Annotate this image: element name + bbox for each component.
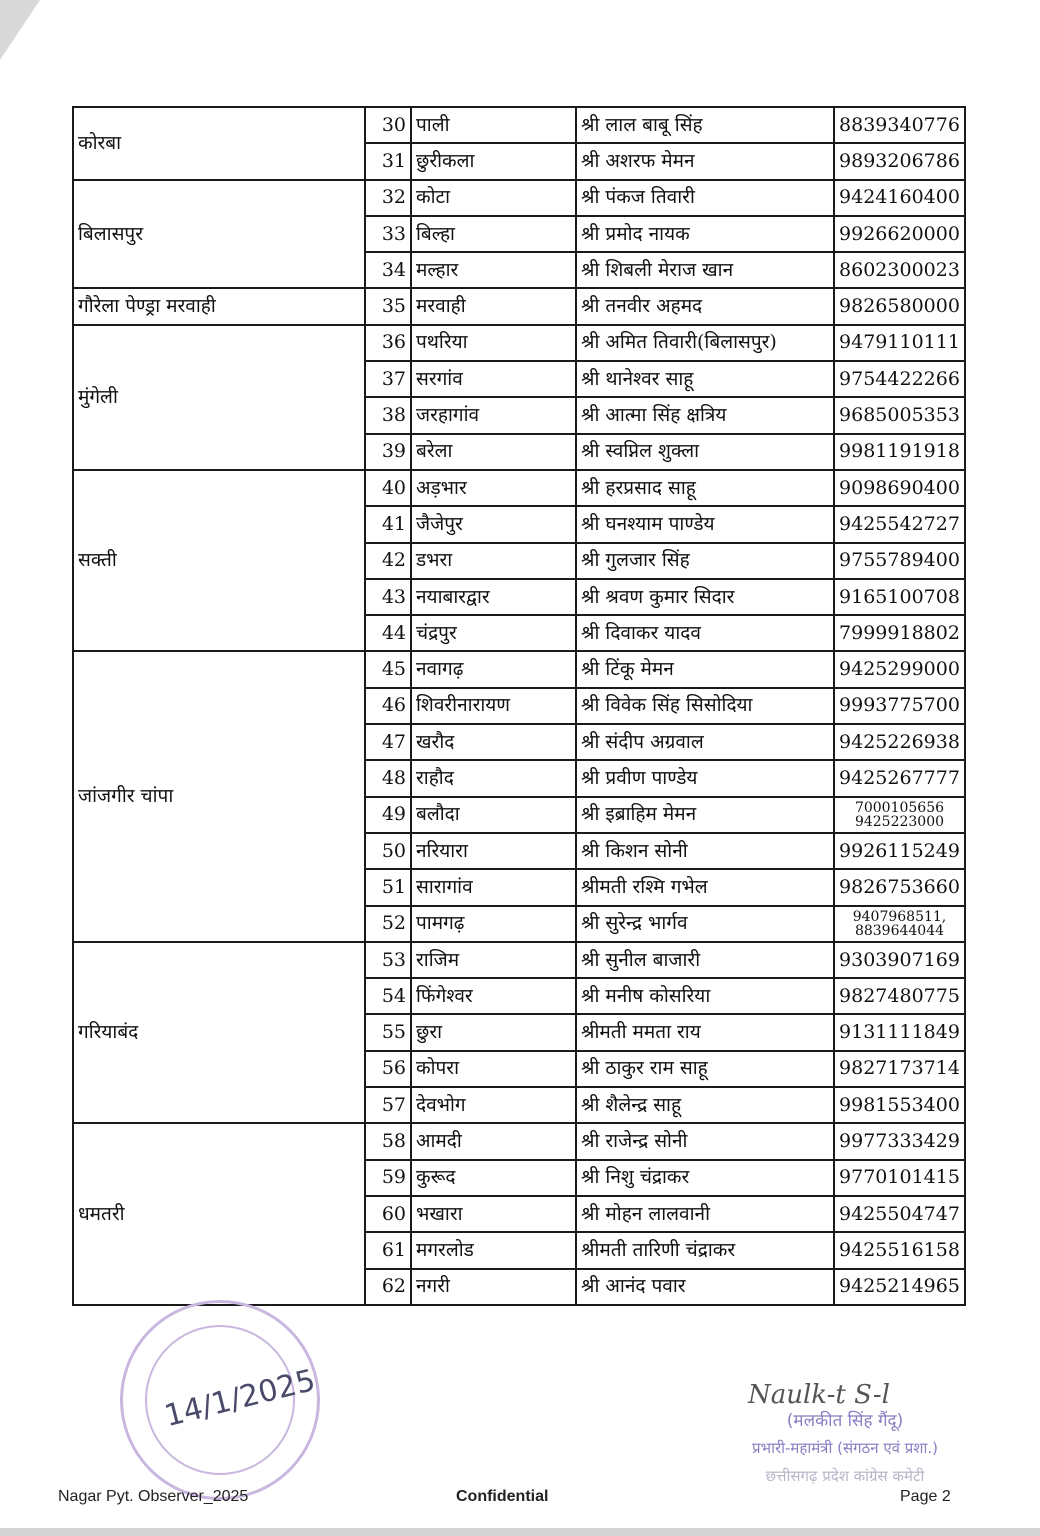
phone-cell: [834, 180, 965, 216]
phone-number: 9424160400: [839, 186, 960, 209]
table-row: [73, 942, 965, 978]
phone-cell: [834, 651, 965, 687]
serial-number-cell: 33: [365, 216, 411, 252]
place-cell: जैजेपुर: [411, 506, 576, 542]
observer-name-cell: श्री निशु चंद्राकर: [576, 1160, 834, 1196]
place-cell: पाली: [411, 107, 576, 143]
serial-number-cell: 55: [365, 1014, 411, 1050]
observer-name-cell: श्रीमती रश्मि गभेल: [576, 869, 834, 905]
serial-number-cell: 47: [365, 724, 411, 760]
serial-number-cell: 36: [365, 325, 411, 361]
observer-name-cell: श्री हरप्रसाद साहू: [576, 470, 834, 506]
observer-name-cell: श्री संदीप अग्रवाल: [576, 724, 834, 760]
serial-number-cell: 60: [365, 1196, 411, 1232]
phone-cell: [834, 688, 965, 724]
phone-number: 9826580000: [839, 295, 960, 318]
serial-number-cell: 57: [365, 1087, 411, 1123]
phone-cell: [834, 579, 965, 615]
place-cell: राजिम: [411, 942, 576, 978]
footer-page-number: Page 2: [900, 1488, 951, 1505]
phone-number: 9926620000: [839, 222, 960, 245]
serial-number-cell: 30: [365, 107, 411, 143]
phone-cell: [834, 906, 965, 942]
serial-number-cell: 38: [365, 397, 411, 433]
serial-number-cell: 40: [365, 470, 411, 506]
observer-name-cell: श्री दिवाकर यादव: [576, 615, 834, 651]
phone-cell: [834, 1087, 965, 1123]
observer-name-cell: श्री टिंकू मेमन: [576, 651, 834, 687]
serial-number-cell: 50: [365, 833, 411, 869]
phone-number: 9826753660: [839, 875, 960, 898]
serial-number-cell: 32: [365, 180, 411, 216]
phone-number: 9425267777: [839, 767, 960, 790]
phone-cell: [834, 1196, 965, 1232]
observer-name-cell: श्री लाल बाबू सिंह: [576, 107, 834, 143]
phone-number: 9479110111: [839, 331, 960, 354]
observer-name-cell: श्री प्रमोद नायक: [576, 216, 834, 252]
place-cell: मल्हार: [411, 252, 576, 288]
observer-name-cell: श्री ठाकुर राम साहू: [576, 1051, 834, 1087]
phone-cell: [834, 361, 965, 397]
phone-cell: [834, 470, 965, 506]
place-cell: पामगढ़: [411, 906, 576, 942]
serial-number-cell: 31: [365, 143, 411, 179]
phone-number: 9770101415: [839, 1166, 960, 1189]
place-cell: मगरलोड: [411, 1232, 576, 1268]
observer-name-cell: श्री शिबली मेराज खान: [576, 252, 834, 288]
office-stamp: [120, 1300, 320, 1500]
phone-number: 7000105656: [854, 799, 945, 816]
place-cell: भखारा: [411, 1196, 576, 1232]
table-row: [73, 470, 965, 506]
phone-number: 9425214965: [839, 1275, 960, 1298]
phone-number: 9425504747: [839, 1202, 960, 1225]
phone-cell: [834, 288, 965, 324]
serial-number-cell: 45: [365, 651, 411, 687]
table-row: [73, 1123, 965, 1159]
serial-number-cell: 44: [365, 615, 411, 651]
place-cell: छुरा: [411, 1014, 576, 1050]
place-cell: पथरिया: [411, 325, 576, 361]
phone-number: 9425226938: [839, 730, 960, 753]
place-cell: चंद्रपुर: [411, 615, 576, 651]
serial-number-cell: 62: [365, 1269, 411, 1305]
place-cell: सरगांव: [411, 361, 576, 397]
phone-cell: [834, 724, 965, 760]
signatory-name: (मलकीत सिंह गैंदू): [786, 1411, 904, 1431]
place-cell: डभरा: [411, 543, 576, 579]
observer-name-cell: श्री मनीष कोसरिया: [576, 978, 834, 1014]
phone-cell: [834, 216, 965, 252]
observer-name-cell: श्री विवेक सिंह सिसोदिया: [576, 688, 834, 724]
phone-cell: [834, 107, 965, 143]
district-cell: सक्ती: [73, 470, 365, 651]
place-cell: कोपरा: [411, 1051, 576, 1087]
table-row: [73, 107, 965, 143]
serial-number-cell: 34: [365, 252, 411, 288]
phone-number-secondary: 9425223000: [854, 813, 945, 830]
phone-cell: [834, 434, 965, 470]
phone-number: 9827480775: [839, 984, 960, 1007]
phone-number: 9425542727: [839, 512, 960, 535]
serial-number-cell: 56: [365, 1051, 411, 1087]
observer-name-cell: श्रीमती ममता राय: [576, 1014, 834, 1050]
place-cell: बिल्हा: [411, 216, 576, 252]
phone-number: 9165100708: [839, 585, 960, 608]
place-cell: फिंगेश्वर: [411, 978, 576, 1014]
serial-number-cell: 54: [365, 978, 411, 1014]
observer-name-cell: श्री प्रवीण पाण्डेय: [576, 760, 834, 796]
table-row: [73, 651, 965, 687]
district-cell: कोरबा: [73, 107, 365, 180]
phone-number: 9893206786: [839, 150, 960, 172]
place-cell: राहौद: [411, 760, 576, 796]
place-cell: नगरी: [411, 1269, 576, 1305]
place-cell: छुरीकला: [411, 143, 576, 179]
phone-cell: [834, 1051, 965, 1087]
phone-cell: [834, 1014, 965, 1050]
serial-number-cell: 53: [365, 942, 411, 978]
serial-number-cell: 46: [365, 688, 411, 724]
phone-cell: [834, 506, 965, 542]
phone-cell: [834, 143, 965, 179]
phone-number: 9754422266: [839, 367, 960, 390]
observer-name-cell: श्री पंकज तिवारी: [576, 180, 834, 216]
serial-number-cell: 42: [365, 543, 411, 579]
observer-name-cell: श्री श्रवण कुमार सिदार: [576, 579, 834, 615]
serial-number-cell: 35: [365, 288, 411, 324]
scan-bottom-edge: [0, 1528, 1040, 1536]
district-cell: गरियाबंद: [73, 942, 365, 1123]
district-cell: मुंगेली: [73, 325, 365, 470]
phone-cell: [834, 1269, 965, 1305]
place-cell: नवागढ़: [411, 651, 576, 687]
place-cell: नयाबारद्वार: [411, 579, 576, 615]
observer-name-cell: श्री तनवीर अहमद: [576, 288, 834, 324]
observer-name-cell: श्री स्वप्निल शुक्ला: [576, 434, 834, 470]
phone-cell: [834, 1160, 965, 1196]
phone-cell: [834, 760, 965, 796]
observer-name-cell: श्री इब्राहिम मेमन: [576, 797, 834, 833]
district-cell: गौरेला पेण्ड्रा मरवाही: [73, 288, 365, 324]
page-fold-shadow: [0, 0, 40, 60]
place-cell: शिवरीनारायण: [411, 688, 576, 724]
district-cell: बिलासपुर: [73, 180, 365, 289]
place-cell: सारागांव: [411, 869, 576, 905]
observer-name-cell: श्रीमती तारिणी चंद्राकर: [576, 1232, 834, 1268]
observer-name-cell: श्री अमित तिवारी(बिलासपुर): [576, 325, 834, 361]
district-cell: जांजगीर चांपा: [73, 651, 365, 941]
signatory-designation: प्रभारी-महामंत्री (संगठन एवं प्रशा.): [751, 1439, 938, 1457]
phone-cell: [834, 978, 965, 1014]
phone-number: 9685005353: [839, 404, 960, 427]
phone-number: 7999918802: [839, 621, 960, 644]
phone-cell: [834, 1232, 965, 1268]
observer-name-cell: श्री थानेश्वर साहू: [576, 361, 834, 397]
phone-number: 9425516158: [839, 1238, 960, 1261]
phone-cell: [834, 942, 965, 978]
stamp-date: 14/1/2025: [161, 1362, 319, 1435]
district-cell: धमतरी: [73, 1123, 365, 1304]
place-cell: देवभोग: [411, 1087, 576, 1123]
phone-number: 9303907169: [839, 948, 960, 971]
serial-number-cell: 59: [365, 1160, 411, 1196]
observer-name-cell: श्री घनश्याम पाण्डेय: [576, 506, 834, 542]
place-cell: मरवाही: [411, 288, 576, 324]
place-cell: अड़भार: [411, 470, 576, 506]
table-row: [73, 180, 965, 216]
observer-name-cell: श्री अशरफ मेमन: [576, 143, 834, 179]
phone-cell: [834, 615, 965, 651]
phone-cell: [834, 869, 965, 905]
phone-number: 8839340776: [839, 113, 960, 136]
phone-cell: [834, 325, 965, 361]
phone-number: 9981191918: [839, 440, 960, 463]
serial-number-cell: 61: [365, 1232, 411, 1268]
serial-number-cell: 51: [365, 869, 411, 905]
observer-table: [72, 106, 966, 1306]
place-cell: बलौदा: [411, 797, 576, 833]
phone-cell: [834, 543, 965, 579]
phone-cell: [834, 252, 965, 288]
phone-cell: [834, 1123, 965, 1159]
serial-number-cell: 49: [365, 797, 411, 833]
observer-name-cell: श्री आत्मा सिंह क्षत्रिय: [576, 397, 834, 433]
serial-number-cell: 48: [365, 760, 411, 796]
observer-name-cell: श्री आनंद पवार: [576, 1269, 834, 1305]
serial-number-cell: 52: [365, 906, 411, 942]
phone-number: 9755789400: [839, 549, 960, 572]
place-cell: कुरूद: [411, 1160, 576, 1196]
phone-number: 9425299000: [839, 658, 960, 681]
phone-number: 9993775700: [839, 694, 960, 717]
signature-scribble: Naulk-t S-l: [748, 1380, 890, 1410]
place-cell: जरहागांव: [411, 397, 576, 433]
table-row: [73, 325, 965, 361]
footer-confidential: Confidential: [456, 1488, 549, 1505]
serial-number-cell: 37: [365, 361, 411, 397]
place-cell: खरौद: [411, 724, 576, 760]
place-cell: कोटा: [411, 180, 576, 216]
place-cell: बरेला: [411, 434, 576, 470]
footer-left: Nagar Pyt. Observer_2025: [58, 1488, 249, 1505]
signatory-organization: छत्तीसगढ़ प्रदेश कांग्रेस कमेटी: [765, 1467, 925, 1485]
phone-number: 9926115249: [839, 839, 960, 862]
observer-name-cell: श्री मोहन लालवानी: [576, 1196, 834, 1232]
serial-number-cell: 43: [365, 579, 411, 615]
observer-name-cell: श्री सुनील बाजारी: [576, 942, 834, 978]
phone-number-secondary: 8839644044: [854, 922, 945, 939]
phone-number: 9131111849: [839, 1021, 960, 1044]
serial-number-cell: 39: [365, 434, 411, 470]
phone-cell: [834, 833, 965, 869]
observer-name-cell: श्री सुरेन्द्र भार्गव: [576, 906, 834, 942]
place-cell: नरियारा: [411, 833, 576, 869]
phone-number: 9098690400: [839, 476, 960, 499]
observer-name-cell: श्री गुलजार सिंह: [576, 543, 834, 579]
place-cell: आमदी: [411, 1123, 576, 1159]
serial-number-cell: 41: [365, 506, 411, 542]
observer-name-cell: श्री राजेन्द्र सोनी: [576, 1123, 834, 1159]
serial-number-cell: 58: [365, 1123, 411, 1159]
phone-number: 9981553400: [839, 1093, 960, 1116]
table-row: [73, 288, 965, 324]
phone-cell: [834, 397, 965, 433]
phone-number: 8602300023: [839, 258, 960, 281]
phone-number: 9977333429: [839, 1130, 960, 1153]
phone-cell: [834, 797, 965, 833]
phone-number: 9407968511,: [852, 908, 947, 925]
phone-number: 9827173714: [839, 1057, 960, 1080]
observer-name-cell: श्री शैलेन्द्र साहू: [576, 1087, 834, 1123]
observer-name-cell: श्री किशन सोनी: [576, 833, 834, 869]
